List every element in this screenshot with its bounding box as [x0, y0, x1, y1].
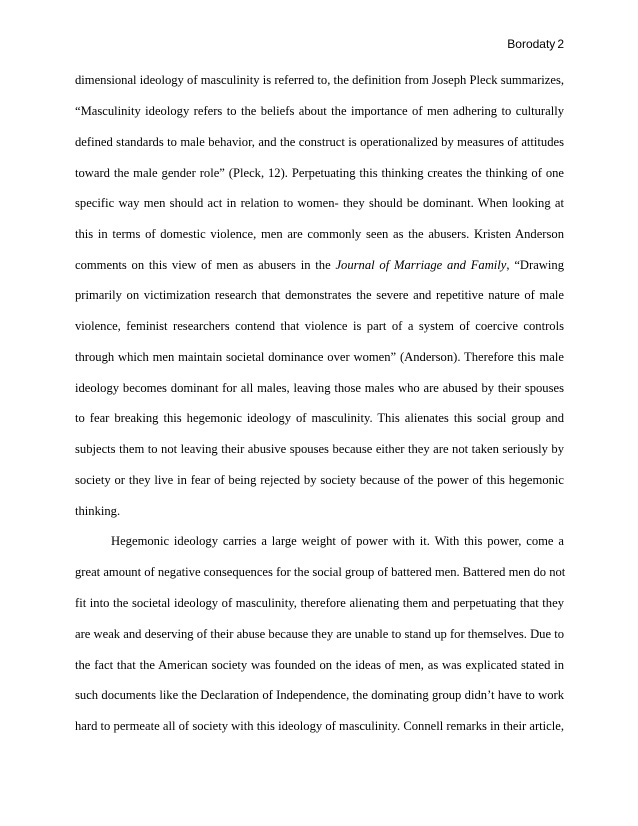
text-line: “Masculinity ideology refers to the beliefs about the importance of men adhering to culturally [75, 104, 564, 118]
text-segment: comments on this view of men as abusers in the [75, 258, 331, 272]
text-line: through which men maintain societal dominance over women” (Anderson). Therefore this male [75, 350, 564, 364]
text-line: dimensional ideology of masculinity is referred to, the definition from Joseph Pleck summarizes, [75, 73, 564, 87]
text-line: great amount of negative consequences for the social group of battered men. Battered men do not [75, 565, 566, 579]
text-line: are weak and deserving of their abuse because they are unable to stand up for themselves. Due to [75, 627, 564, 641]
text-line: to fear breaking this hegemonic ideology of masculinity. This alienates this social group and [75, 411, 564, 425]
text-line: society or they live in fear of being rejected by society because of the power of this hegemonic [75, 473, 564, 487]
text-segment: , “Drawing [506, 258, 564, 272]
text-line: ideology becomes dominant for all males, leaving those males who are abused by their spouses [75, 381, 564, 395]
header-author: Borodaty [507, 37, 556, 51]
text-line: subjects them to not leaving their abusive spouses because either they are not taken seriously by [75, 442, 564, 456]
text-line: hard to permeate all of society with this ideology of masculinity. Connell remarks in their article, [75, 719, 564, 733]
text-line: the fact that the American society was founded on the ideas of men, as was explicated stated in [75, 658, 564, 672]
text-line: this in terms of domestic violence, men are commonly seen as the abusers. Kristen Anderson [75, 227, 564, 241]
journal-title: Journal of Marriage and Family [335, 258, 507, 272]
header-page-number: 2 [557, 37, 564, 51]
text-line [75, 259, 564, 272]
text-line: primarily on victimization research that demonstrates the severe and repetitive nature of male [75, 288, 564, 302]
text-line: toward the male gender role” (Pleck, 12). Perpetuating this thinking creates the thinking of one [75, 166, 564, 180]
text-line: fit into the societal ideology of masculinity, therefore alienating them and perpetuating that they [75, 596, 564, 610]
text-line: specific way men should act in relation to women- they should be dominant. When looking at [75, 196, 564, 210]
page-header [507, 37, 564, 51]
text-line: thinking. [75, 504, 121, 518]
text-line: such documents like the Declaration of Independence, the dominating group didn’t have to work [75, 688, 564, 702]
text-line: defined standards to male behavior, and the construct is operationalized by measures of attitudes [75, 135, 564, 149]
text-line: Hegemonic ideology carries a large weight of power with it. With this power, come a [111, 534, 564, 548]
text-line: violence, feminist researchers contend that violence is part of a system of coercive controls [75, 319, 564, 333]
